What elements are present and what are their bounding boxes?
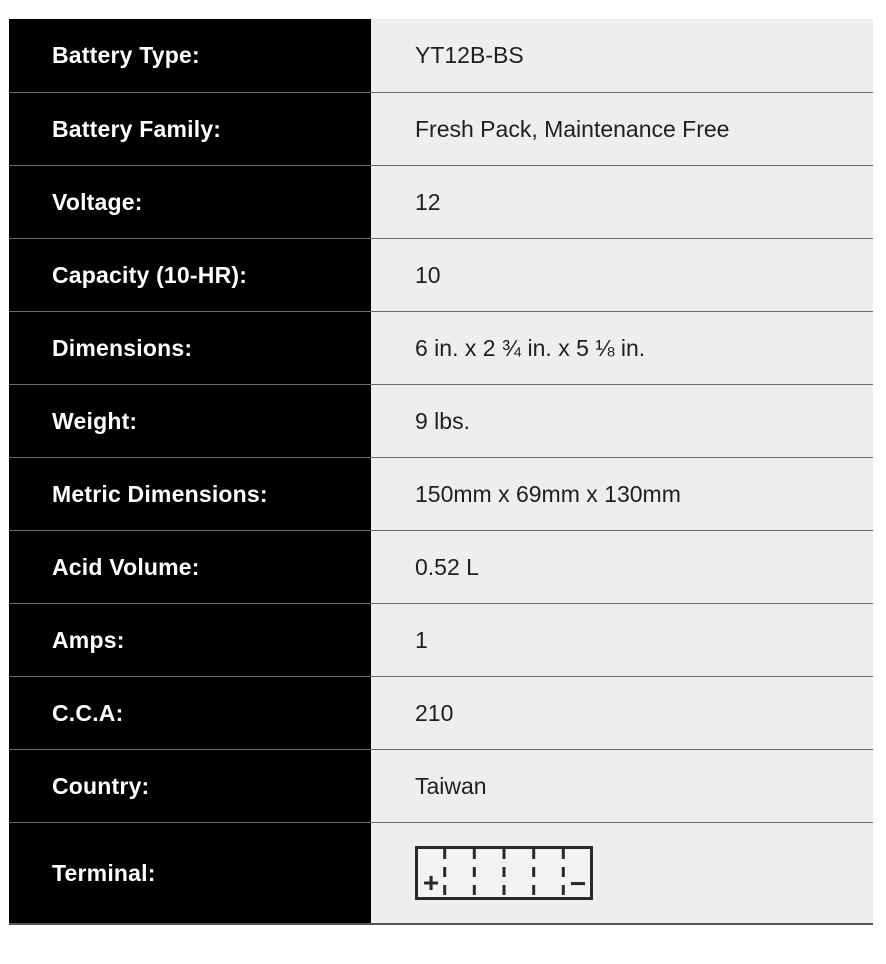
table-row [9, 165, 873, 238]
spec-value-cca: 210 [371, 677, 873, 749]
battery-terminal-layout-icon [415, 846, 593, 900]
spec-value-battery-family: Fresh Pack, Maintenance Free [371, 93, 873, 165]
spec-label-battery-type: Battery Type: [9, 19, 371, 92]
spec-label-capacity: Capacity (10-HR): [9, 239, 371, 311]
spec-value-battery-type: YT12B-BS [371, 19, 873, 92]
table-row [9, 603, 873, 676]
spec-label-dimensions: Dimensions: [9, 312, 371, 384]
spec-value-dimensions: 6 in. x 2 ¾ in. x 5 ⅛ in. [371, 312, 873, 384]
table-row [9, 238, 873, 311]
spec-label-cca: C.C.A: [9, 677, 371, 749]
table-row [9, 311, 873, 384]
table-row [9, 676, 873, 749]
table-row [9, 19, 873, 92]
positive-terminal-symbol: + [422, 867, 440, 898]
spec-label-acid-volume: Acid Volume: [9, 531, 371, 603]
table-row [9, 92, 873, 165]
table-row [9, 384, 873, 457]
battery-spec-table [9, 19, 873, 925]
spec-value-weight: 9 lbs. [371, 385, 873, 457]
table-row [9, 749, 873, 822]
spec-value-voltage: 12 [371, 166, 873, 238]
spec-value-terminal [371, 823, 873, 923]
table-row [9, 530, 873, 603]
spec-label-metric-dimensions: Metric Dimensions: [9, 458, 371, 530]
table-row [9, 822, 873, 923]
spec-value-country: Taiwan [371, 750, 873, 822]
spec-label-battery-family: Battery Family: [9, 93, 371, 165]
spec-label-amps: Amps: [9, 604, 371, 676]
table-row [9, 457, 873, 530]
spec-value-capacity: 10 [371, 239, 873, 311]
spec-label-voltage: Voltage: [9, 166, 371, 238]
spec-value-metric-dimensions: 150mm x 69mm x 130mm [371, 458, 873, 530]
spec-label-country: Country: [9, 750, 371, 822]
spec-label-weight: Weight: [9, 385, 371, 457]
spec-label-terminal: Terminal: [9, 823, 371, 923]
spec-value-amps: 1 [371, 604, 873, 676]
spec-value-acid-volume: 0.52 L [371, 531, 873, 603]
negative-terminal-symbol: − [569, 868, 587, 899]
